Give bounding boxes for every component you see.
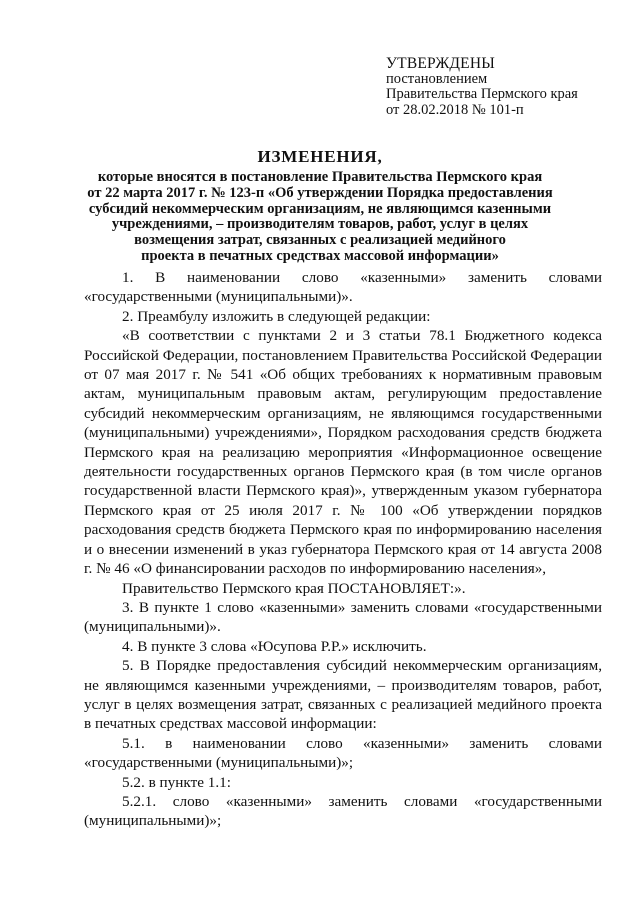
approval-line: Правительства Пермского края [386, 86, 578, 102]
title-line: учреждениями, – производителям товаров, работ, услуг в целях [111, 216, 529, 233]
approval-stamp [386, 56, 616, 118]
paragraph-1: 1. В наименовании слово «казенными» заменить словами «государственными (муниципальными)». [84, 269, 602, 306]
paragraph-5-2-1: 5.2.1. слово «казенными» заменить словами «государственными (муниципальными)»; [84, 792, 602, 830]
approval-date: от 28.02.2018 № 101-п [386, 101, 524, 118]
title-line: субсидий некоммерческим организациям, не являющимся казенными [88, 200, 552, 217]
paragraph-4: 4. В пункте 3 слова «Юсупова Р.Р.» исключить. [122, 637, 427, 655]
paragraph-5: 5. В Порядке предоставления субсидий некоммерческим организациям, не являющимся казенными учреждениями, – производителям товаров, работ, услуг в целях возмещения затрат, связанных с реализацией медийного проекта в печатных средствах массовой информации: [84, 657, 602, 733]
title-heading: ИЗМЕНЕНИЯ, [257, 147, 383, 166]
paragraph-preamble: «В соответствии с пунктами 2 и 3 статьи 78.1 Бюджетного кодекса Российской Федерации, постановлением Правительства Российской Федерации от 07 мая 2017 г. № 541 «Об общих требованиях к нормативным правовым актам, муниципальным правовым актам, регулирующим предоставление субсидий некоммерческим организациям, не являющимся государственными (муниципальными) учреждениями», Порядком расходования средств бюджета Пермского края на реализацию мероприятия «Информационное освещение деятельности государственных органов Пермского края (в том числе органов государственной власти Пермского края)», утвержденным указом губернатора Пермского края от 25 июля 2017 г. № 100 «Об утверждении порядков расходования средств бюджета Пермского края по информированию населения и о внесении изменений в указ губернатора Пермского края от 14 августа 2008 г. № 46 «О финансировании расходов по информированию населения», [84, 327, 602, 578]
document-body [84, 268, 602, 831]
paragraph-5-1: 5.1. в наименовании слово «казенными» заменить словами «государственными (муниципальными)»; [84, 734, 602, 772]
document-title [0, 147, 640, 265]
paragraph-resolves: Правительство Пермского края ПОСТАНОВЛЯЕТ:». [122, 579, 466, 597]
approval-heading: УТВЕРЖДЕНЫ [386, 55, 495, 72]
paragraph-2: 2. Преамбулу изложить в следующей редакции: [122, 307, 431, 325]
title-line: проекта в печатных средствах массовой информации» [141, 247, 499, 264]
approval-line: постановлением [386, 70, 488, 87]
title-line: возмещения затрат, связанных с реализацией медийного [134, 232, 506, 249]
title-line: от 22 марта 2017 г. № 123-п «Об утверждении Порядка предоставления [87, 184, 553, 201]
title-line: которые вносятся в постановление Правительства Пермского края [97, 169, 543, 185]
paragraph-3: 3. В пункте 1 слово «казенными» заменить словами «государственными (муниципальными)». [84, 598, 602, 636]
paragraph-5-2: 5.2. в пункте 1.1: [122, 773, 231, 791]
